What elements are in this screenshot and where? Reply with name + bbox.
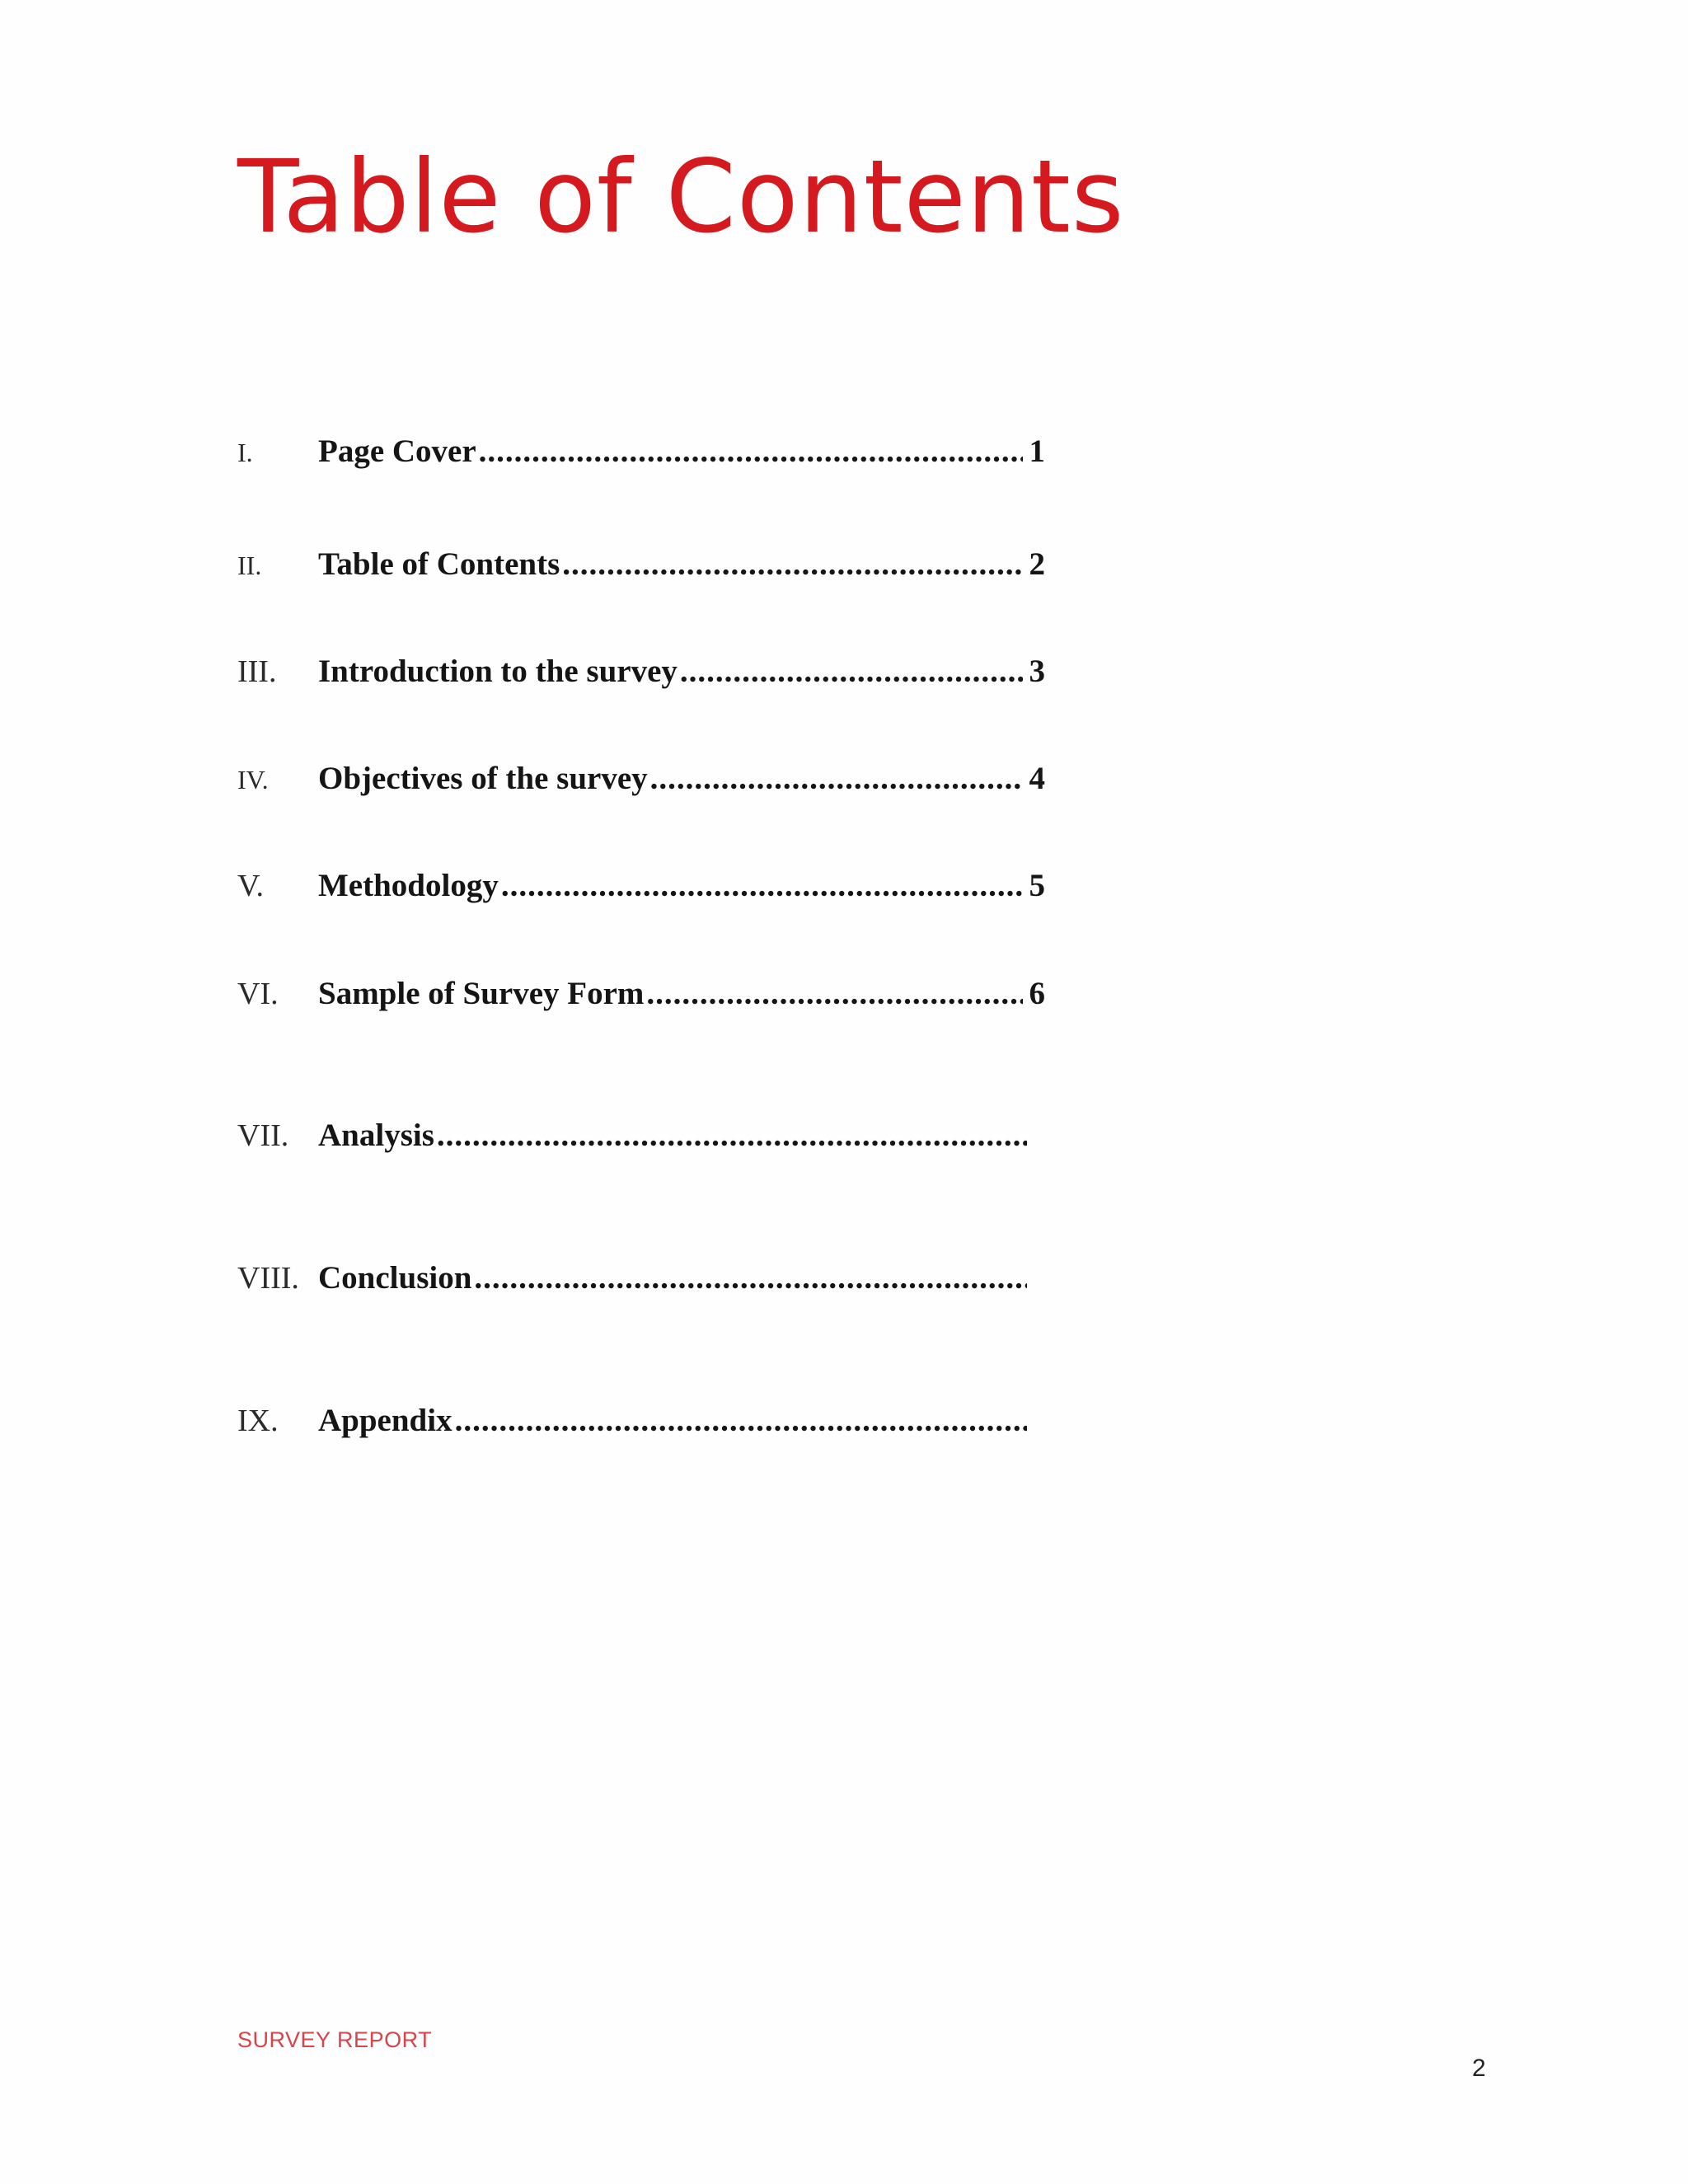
toc-dot-leader: [501, 867, 1023, 904]
toc-entry-number: V.: [237, 869, 265, 903]
footer-document-label: SURVEY REPORT: [237, 2027, 433, 2052]
toc-entry-page: 6: [1029, 976, 1045, 1011]
toc-entry-label: Objectives of the survey: [318, 761, 648, 796]
toc-entry-label: Introduction to the survey: [318, 654, 678, 689]
toc-entry-number: VII.: [237, 1118, 289, 1153]
toc-entry-page: 5: [1029, 868, 1045, 903]
toc-entry-page: 2: [1029, 546, 1045, 582]
toc-dot-leader: [437, 1117, 1027, 1154]
toc-entry-number: IX.: [237, 1404, 279, 1438]
toc-entry-sample-survey-form[interactable]: [237, 975, 1045, 1024]
toc-entry-label: Conclusion: [318, 1260, 472, 1296]
toc-entry-label: Page Cover: [318, 434, 476, 469]
page-title: Table of Contents: [237, 138, 1125, 255]
toc-entry-number: II.: [237, 551, 262, 580]
toc-entry-label: Appendix: [318, 1403, 452, 1438]
toc-entry-introduction[interactable]: [237, 653, 1045, 702]
toc-dot-leader: [646, 975, 1022, 1012]
toc-entry-label: Sample of Survey Form: [318, 976, 645, 1011]
toc-dot-leader: [680, 653, 1023, 690]
toc-entry-table-of-contents[interactable]: [237, 546, 1045, 595]
toc-dot-leader: [562, 546, 1022, 583]
toc-entry-label: Table of Contents: [318, 546, 560, 582]
toc-entry-analysis[interactable]: [237, 1117, 1039, 1166]
toc-entry-conclusion[interactable]: [237, 1259, 1039, 1309]
toc-entry-page-cover[interactable]: [237, 433, 1045, 482]
toc-entry-page: 3: [1029, 654, 1045, 689]
toc-dot-leader: [650, 760, 1023, 797]
toc-entry-page: 4: [1029, 761, 1045, 796]
toc-dot-leader: [474, 1259, 1027, 1296]
toc-entry-number: III.: [237, 654, 277, 689]
toc-entry-label: Analysis: [318, 1118, 434, 1153]
toc-entry-number: IV.: [237, 765, 269, 794]
toc-entry-objectives[interactable]: [237, 760, 1045, 809]
toc-dot-leader: [479, 433, 1023, 470]
toc-entry-methodology[interactable]: [237, 867, 1045, 916]
toc-entry-page: 1: [1029, 434, 1045, 469]
toc-entry-appendix[interactable]: [237, 1402, 1039, 1451]
page-number: 2: [1472, 2055, 1486, 2082]
toc-entry-number: VIII.: [237, 1261, 299, 1296]
toc-entry-number: VI.: [237, 977, 279, 1011]
toc-dot-leader: [455, 1402, 1027, 1439]
toc-entry-number: I.: [237, 438, 253, 467]
toc-entry-label: Methodology: [318, 868, 499, 903]
